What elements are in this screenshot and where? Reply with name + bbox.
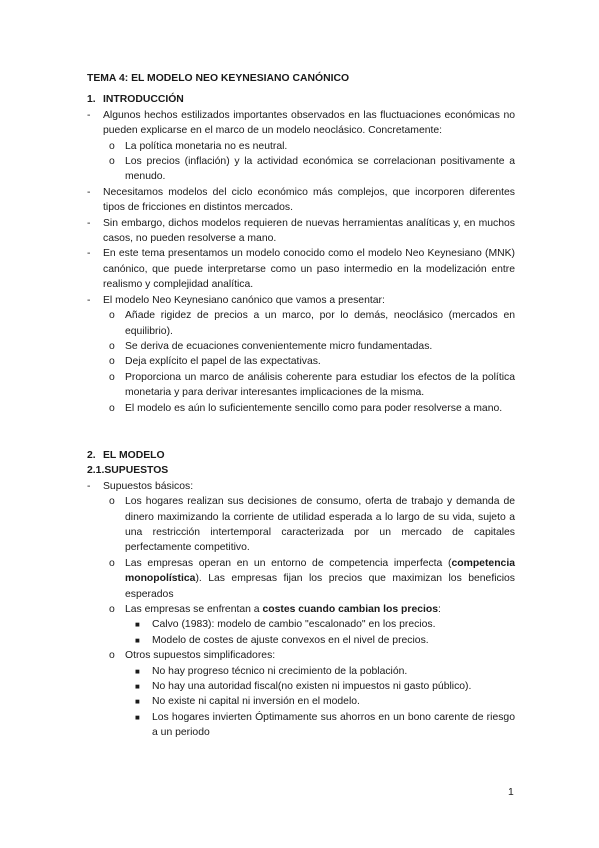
list-item-text: Añade rigidez de precios a un marco, por lo demás, neoclásico (mercados en equilibrio). — [125, 310, 515, 337]
list-item — [87, 617, 515, 632]
list-item-text: Algunos hechos estilizados importantes observados en las fluctuaciones económicas no pueden explicarse en el marco de un modelo neoclásico. Concretamente: — [103, 109, 515, 137]
list-item — [87, 354, 515, 369]
section-number: 1. — [87, 94, 96, 106]
section-gap — [87, 416, 515, 448]
list-item — [87, 370, 515, 401]
circle-bullet: o — [109, 371, 115, 383]
text-run: : — [438, 604, 441, 615]
list-item-text: Los hogares realizan sus decisiones de consumo, oferta de trabajo y demanda de dinero maximizando la corriente de utilidad esperada a lo largo de su vida, sujeto a una restricción intertemporal caracterizada por un mercado de capitales perfectamente competitivo. — [125, 496, 515, 554]
circle-bullet: o — [109, 496, 115, 508]
text-run: Las empresas se enfrentan a — [125, 604, 263, 615]
circle-bullet: o — [109, 557, 115, 569]
list-item — [87, 710, 515, 741]
section-title: EL MODELO — [103, 449, 165, 461]
list-item — [87, 556, 515, 602]
circle-bullet: o — [109, 140, 115, 152]
list-item — [87, 479, 515, 494]
list-item-text: Modelo de costes de ajuste convexos en el nivel de precios. — [152, 634, 429, 646]
list-item-text — [125, 556, 515, 602]
square-bullet: ■ — [135, 712, 140, 722]
dash-bullet: - — [87, 217, 91, 229]
dash-bullet: - — [87, 480, 91, 492]
dash-bullet: - — [87, 294, 91, 306]
circle-bullet: o — [109, 156, 115, 168]
document-body — [87, 71, 515, 741]
list-item — [87, 602, 515, 617]
bold-term: costes cuando cambian los precios — [262, 604, 439, 615]
square-bullet: ■ — [135, 635, 140, 645]
square-bullet: ■ — [135, 666, 140, 676]
list-item-text: Los precios (inflación) y la actividad económica se correlacionan positivamente a menudo. — [125, 156, 515, 183]
list-item-text: Deja explícito el papel de las expectativas. — [125, 356, 321, 368]
list-item — [87, 694, 515, 709]
list-item — [87, 664, 515, 679]
list-item-text: En este tema presentamos un modelo conocido como el modelo Neo Keynesiano (MNK) canónico, que puede interpretarse como un paso intermedio en la modelización entre realismo y complejidad analítica. — [103, 248, 515, 291]
document-title: TEMA 4: EL MODELO NEO KEYNESIANO CANÓNICO — [87, 73, 350, 84]
circle-bullet: o — [109, 340, 115, 352]
list-item-text: La política monetaria no es neutral. — [125, 140, 288, 152]
list-item — [87, 648, 515, 663]
list-item — [87, 185, 515, 216]
bold-term: competencia monopolística — [125, 557, 515, 585]
section-heading-introduccion — [87, 92, 515, 107]
subsection-heading-supuestos: 2.1.SUPUESTOS — [87, 465, 169, 477]
list-item-text: Sin embargo, dichos modelos requieren de nuevas herramientas analíticas y, en muchos casos, no pueden resolverse a mano. — [103, 217, 515, 245]
list-item — [87, 139, 515, 154]
dash-bullet: - — [87, 109, 91, 121]
circle-bullet: o — [109, 356, 115, 368]
square-bullet: ■ — [135, 682, 140, 692]
list-item — [87, 216, 515, 247]
list-item — [87, 401, 515, 416]
list-item — [87, 246, 515, 292]
list-item-text: El modelo Neo Keynesiano canónico que vamos a presentar: — [103, 294, 385, 306]
section-number: 2. — [87, 449, 96, 461]
square-bullet: ■ — [135, 697, 140, 707]
list-item-text: Proporciona un marco de análisis coherente para estudiar los efectos de la política monetaria y para derivar interesantes implicaciones de la misma. — [125, 371, 515, 399]
section-heading-el-modelo — [87, 448, 515, 463]
list-item — [87, 154, 515, 185]
list-item-text: Necesitamos modelos del ciclo económico más complejos, que incorporen diferentes tipos de fricciones en distintos mercados. — [103, 186, 515, 214]
list-item-text: Supuestos básicos: — [103, 480, 194, 492]
list-item-text: No hay una autoridad fiscal(no existen ni impuestos ni gasto público). — [152, 681, 472, 693]
list-item — [87, 293, 515, 308]
circle-bullet: o — [109, 310, 115, 322]
section-title: INTRODUCCIÓN — [103, 94, 184, 106]
list-item-text: Los hogares invierten Óptimamente sus ahorros en un bono carente de riesgo a un periodo — [152, 711, 515, 739]
square-bullet: ■ — [135, 620, 140, 630]
text-run: Las empresas operan en un entorno de competencia imperfecta ( — [125, 557, 452, 569]
list-item — [87, 108, 515, 139]
text-run: ). Las empresas fijan los precios que maximizan los beneficios esperados — [125, 573, 515, 600]
dash-bullet: - — [87, 248, 91, 260]
list-item — [87, 679, 515, 694]
list-item-text: Otros supuestos simplificadores: — [125, 650, 276, 662]
list-item — [87, 633, 515, 648]
dash-bullet: - — [87, 186, 91, 198]
list-item-text: No hay progreso técnico ni crecimiento de la población. — [152, 665, 408, 677]
list-item — [87, 308, 515, 339]
list-item — [87, 339, 515, 354]
circle-bullet: o — [109, 402, 115, 414]
list-item-text: Calvo (1983): modelo de cambio "escalonado" en los precios. — [152, 619, 436, 631]
circle-bullet: o — [109, 604, 115, 615]
list-item — [87, 494, 515, 556]
list-item-text: El modelo es aún lo suficientemente sencillo como para poder resolverse a mano. — [125, 402, 503, 414]
list-item-text — [125, 602, 515, 617]
list-item-text: No existe ni capital ni inversión en el modelo. — [152, 696, 360, 708]
circle-bullet: o — [109, 650, 115, 662]
list-item-text: Se deriva de ecuaciones convenientemente micro fundamentadas. — [125, 340, 433, 352]
page-number: 1 — [508, 787, 514, 798]
